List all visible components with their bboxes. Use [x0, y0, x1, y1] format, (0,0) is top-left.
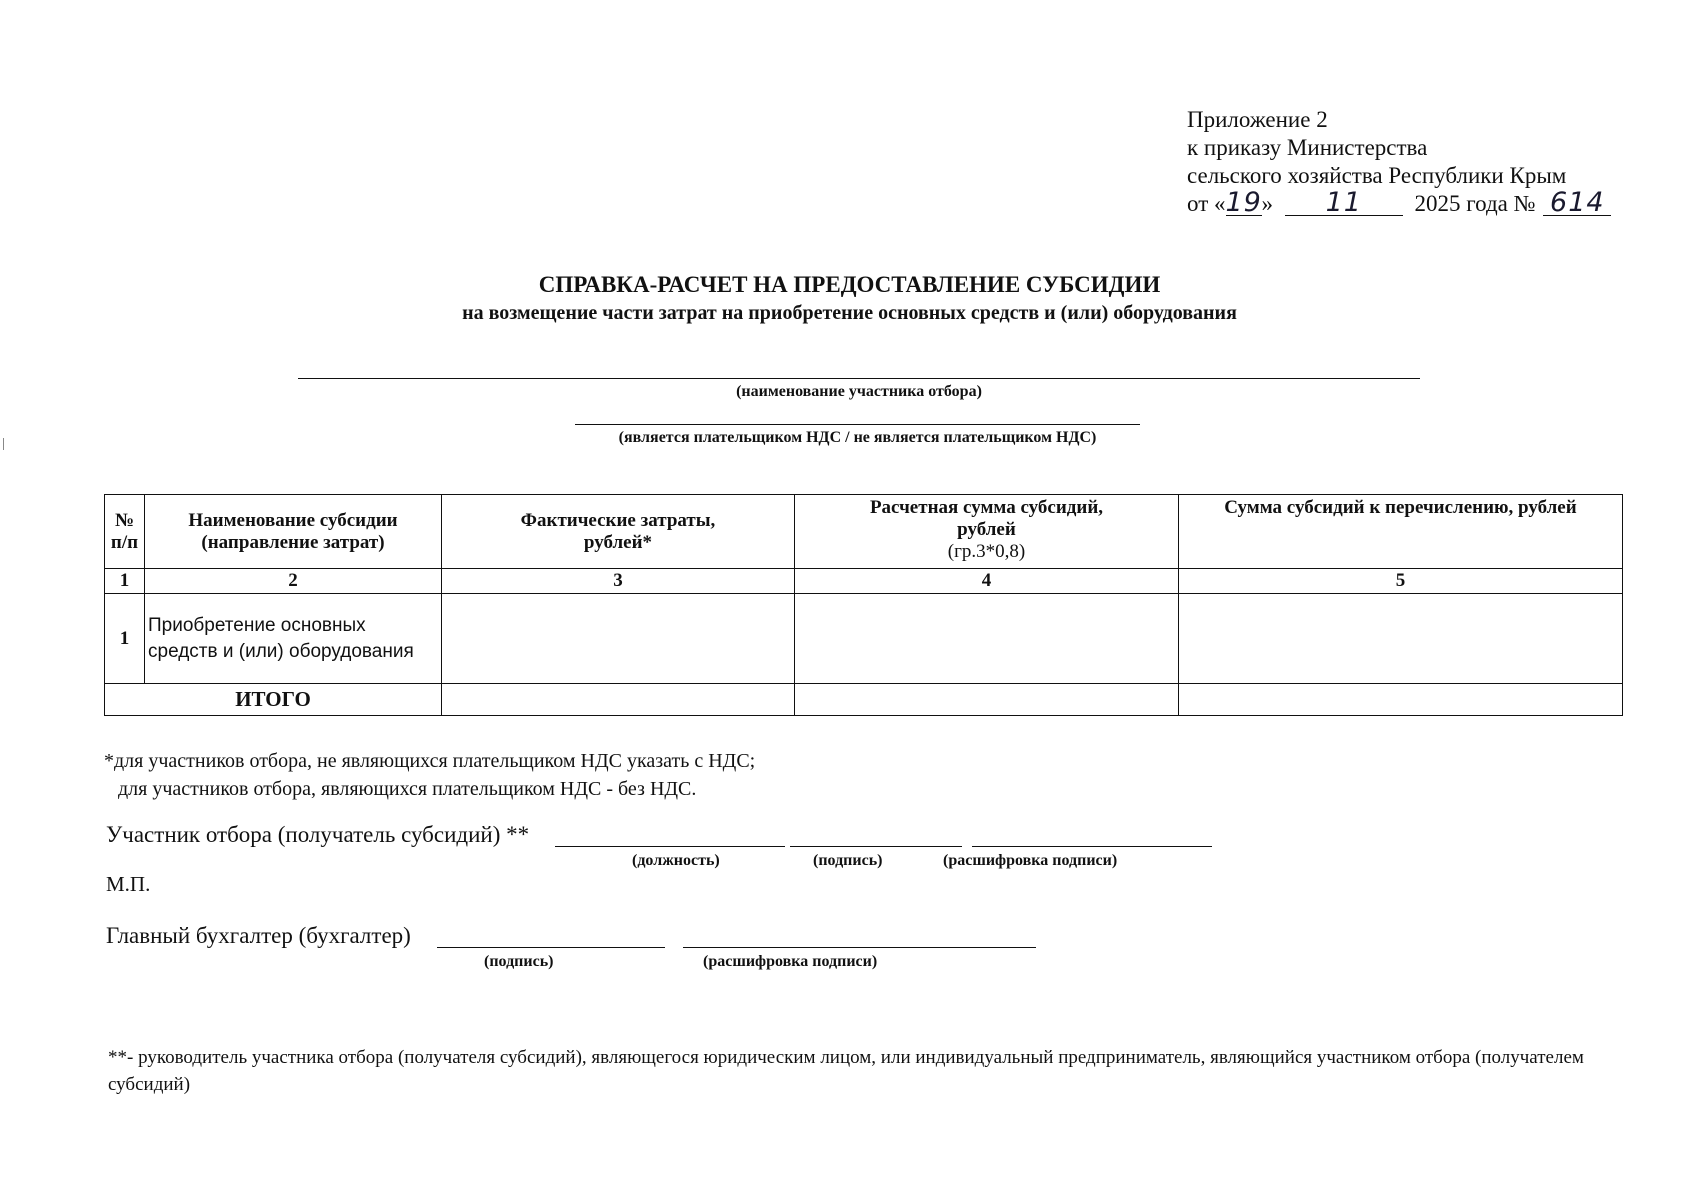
date-year-text: 2025 года № [1414, 191, 1536, 216]
vat-footnote-line-1: *для участников отбора, не являющихся плательщиком НДС указать с НДС; [104, 750, 756, 772]
signature-decoding-caption: (расшифровка подписи) [943, 852, 1118, 869]
appendix-block [1187, 106, 1611, 218]
participant-signature-label: Участник отбора (получатель субсидий) ** [106, 822, 530, 847]
header-transfer-sum: Сумма субсидий к перечислению, рублей [1179, 495, 1623, 569]
participant-name-caption: (наименование участника отбора) [736, 383, 982, 400]
total-actual-costs [442, 684, 795, 716]
vat-status-caption: (является плательщиком НДС / не является плательщиком НДС) [618, 429, 1097, 446]
row-number: 1 [105, 594, 145, 684]
header-calculated-sum-formula: (гр.3*0,8) [947, 541, 1026, 562]
vat-footnote [104, 747, 755, 803]
stamp-label: М.П. [106, 872, 151, 896]
total-row [105, 684, 1623, 716]
header-calculated-sum [795, 495, 1179, 569]
date-prefix: от « [1187, 191, 1226, 216]
signature-caption: (подпись) [813, 852, 883, 869]
row-subsidy-name: Приобретение основных средств и (или) оборудования [145, 594, 442, 684]
appendix-line-3: сельского хозяйства Республики Крым [1187, 163, 1567, 188]
appendix-line-2: к приказу Министерства [1187, 135, 1428, 160]
header-calculated-sum-label: Расчетная сумма субсидий, рублей [869, 497, 1104, 540]
col-number: 5 [1179, 569, 1623, 594]
signature-decoding-line [972, 846, 1212, 847]
col-number: 4 [795, 569, 1179, 594]
margin-mark [3, 438, 4, 450]
accountant-signature-label: Главный бухгалтер (бухгалтер) [106, 923, 411, 948]
row-calculated-sum [795, 594, 1179, 684]
header-no: № п/п [105, 495, 145, 569]
appendix-line-1: Приложение 2 [1187, 107, 1328, 132]
column-numbers-row [105, 569, 1623, 594]
accountant-signature-line [437, 947, 665, 948]
accountant-decoding-caption: (расшифровка подписи) [703, 953, 878, 970]
col-number: 3 [442, 569, 795, 594]
table-row [105, 594, 1623, 684]
total-transfer-sum [1179, 684, 1623, 716]
vat-status-line [575, 424, 1140, 425]
position-caption: (должность) [632, 852, 720, 869]
document-subtitle: на возмещение части затрат на приобретение основных средств и (или) оборудования [462, 302, 1237, 324]
signature-line [790, 846, 962, 847]
row-transfer-sum [1179, 594, 1623, 684]
table-header-row [105, 495, 1623, 569]
date-month-handwritten: 11 [1285, 191, 1403, 216]
appendix-date-line [1187, 187, 1611, 218]
head-footnote: **- руководитель участника отбора (получателя субсидий), являющегося юридическим лицом, или индивидуальный предприниматель, являющийся участником отбора (получателем субсидий) [108, 1047, 1584, 1095]
header-name: Наименование субсидии (направление затрат) [145, 495, 442, 569]
date-mid: » [1261, 191, 1273, 216]
position-line [555, 846, 785, 847]
document-title: СПРАВКА-РАСЧЕТ НА ПРЕДОСТАВЛЕНИЕ СУБСИДИИ [538, 272, 1161, 297]
total-calculated-sum [795, 684, 1179, 716]
order-number-handwritten: 614 [1543, 191, 1611, 216]
accountant-signature-caption: (подпись) [484, 953, 554, 970]
accountant-decoding-line [683, 947, 1036, 948]
total-label: ИТОГО [105, 684, 442, 716]
header-actual-costs: Фактические затраты, рублей* [442, 495, 795, 569]
col-number: 2 [145, 569, 442, 594]
row-actual-costs [442, 594, 795, 684]
date-day-handwritten: 19 [1225, 187, 1262, 218]
subsidy-table [104, 494, 1623, 716]
col-number: 1 [105, 569, 145, 594]
participant-name-line [298, 378, 1420, 379]
vat-footnote-line-2: для участников отбора, являющихся плательщиком НДС - без НДС. [118, 778, 697, 800]
